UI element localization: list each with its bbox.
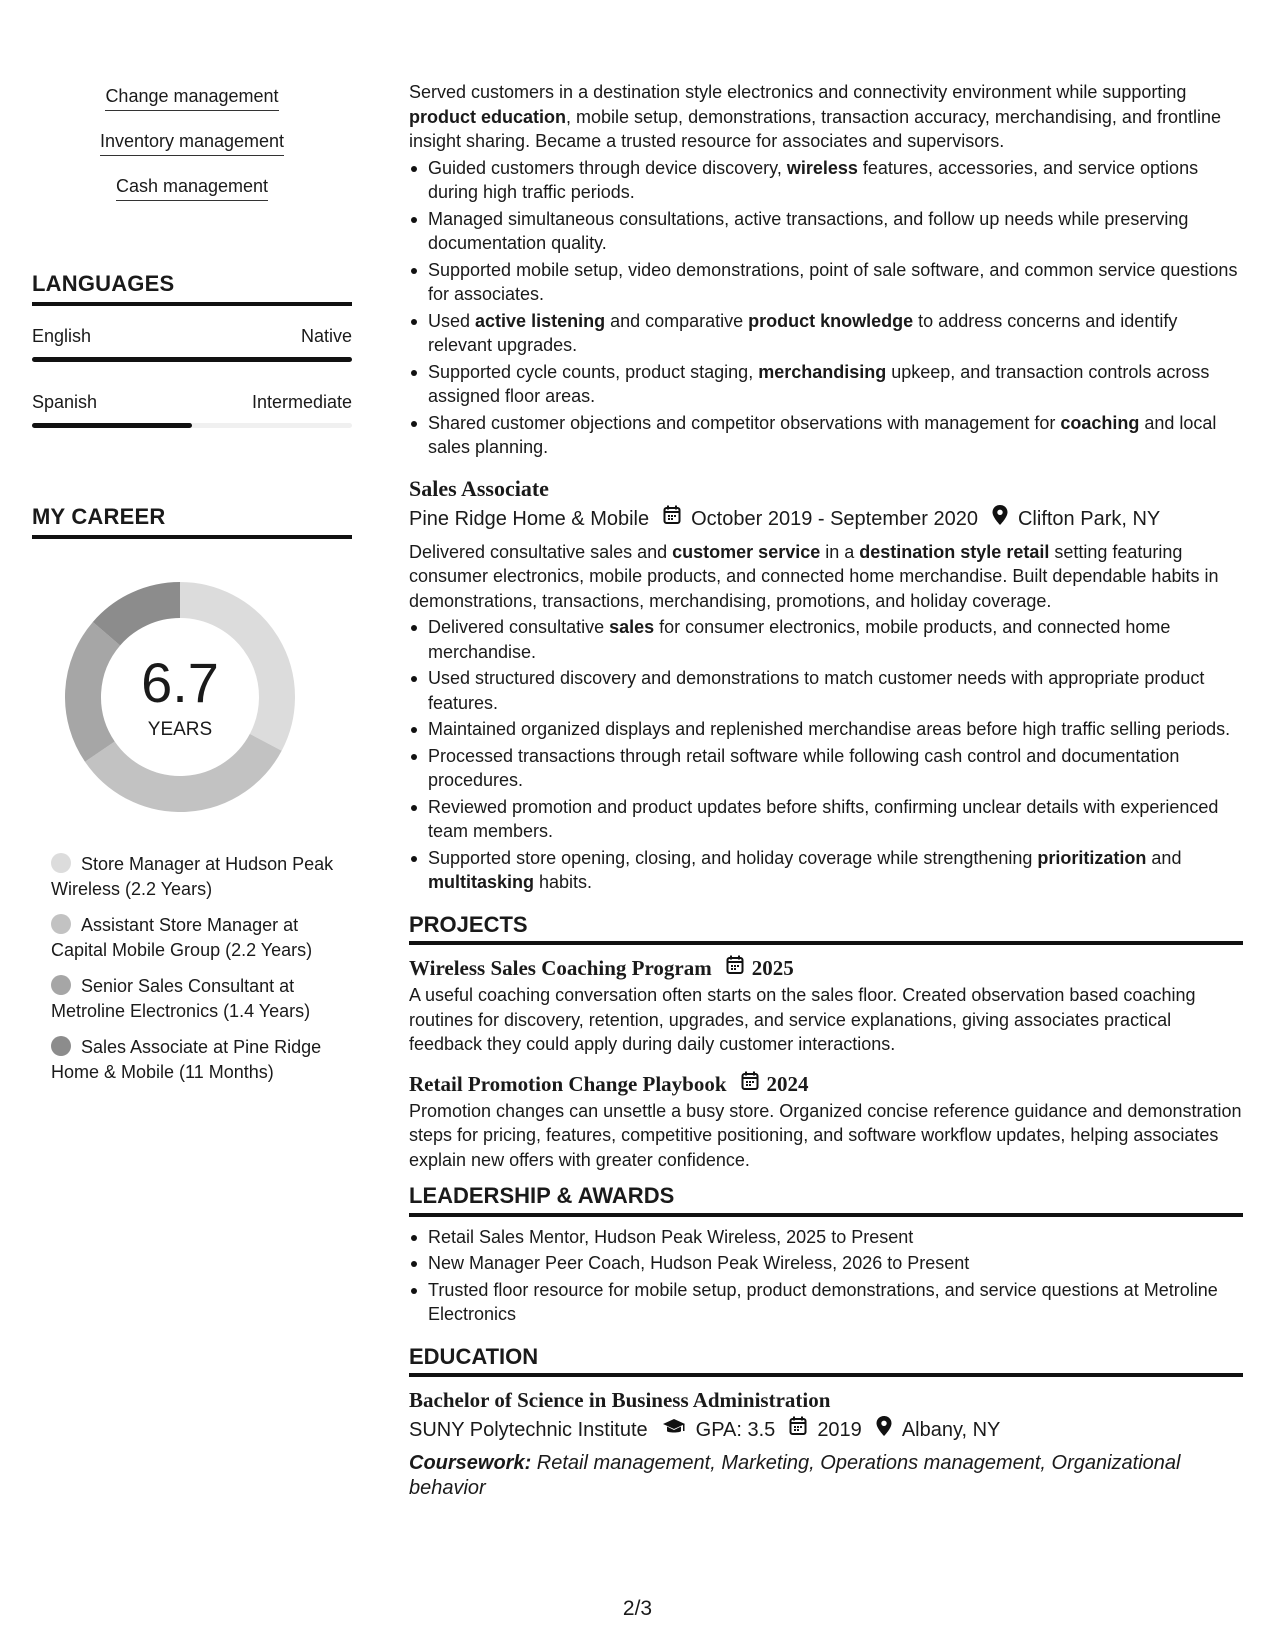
project-description: Promotion changes can unsettle a busy store. Organized concise reference guidance and demonstration steps for pricing, features, competitive positioning, and software workflow updates, helping associates explain new offers with greater confidence.: [409, 1100, 1242, 1170]
language-level: Native: [300, 326, 352, 346]
career-legend: [51, 852, 341, 1085]
legend-item: [51, 974, 341, 1024]
bold-keyword: prioritization: [1037, 847, 1147, 868]
language-level-bar: [32, 423, 352, 428]
left-column: [32, 86, 352, 1096]
right-column: [409, 80, 1243, 1501]
text-segment: Used: [428, 310, 476, 331]
project-item: [409, 953, 1243, 1057]
text-segment: Used structured discovery and demonstrations to match customer needs with appropriate product features.: [428, 668, 1205, 713]
legend-item: [51, 913, 341, 963]
legend-label: Senior Sales Consultant at Metroline Electronics (1.4 Years): [51, 976, 311, 1021]
job-location: Clifton Park, NY: [1017, 507, 1161, 530]
legend-label: Assistant Store Manager at Capital Mobile Group (2.2 Years): [51, 915, 313, 960]
page-number: 2/3: [622, 1597, 653, 1620]
bullet-item: [409, 744, 1243, 793]
graduation-year: 2019: [817, 1419, 862, 1441]
job-summary: [409, 80, 1243, 154]
job-dates: October 2019 - September 2020: [691, 507, 978, 530]
project-item: [409, 1069, 1243, 1173]
job-bullets: [409, 156, 1243, 460]
text-segment: Supported store opening, closing, and holiday coverage while strengthening: [428, 847, 1038, 868]
bold-keyword: active listening: [475, 310, 606, 331]
graduation-cap-icon: [662, 1415, 686, 1445]
language-name: Spanish: [32, 392, 98, 412]
education-heading: EDUCATION: [409, 1345, 1243, 1378]
text-segment: Maintained organized displays and replenished merchandise areas before high traffic selling periods.: [428, 719, 1231, 739]
legend-dot: [51, 975, 71, 995]
project-description: A useful coaching conversation often starts on the sales floor. Created observation based coaching routines for discovery, retention, upgrades, and service explanations, giving associates practical feedback they could apply during daily customer interactions.: [409, 985, 1196, 1054]
bold-keyword: merchandising: [758, 361, 887, 382]
education-meta: [409, 1415, 1243, 1445]
bold-keyword: product education: [409, 106, 566, 127]
leadership-list: [409, 1225, 1243, 1327]
bold-keyword: multitasking: [428, 872, 535, 892]
bullet-item: [409, 615, 1243, 664]
bullet-item: [409, 666, 1243, 715]
career-total-years: 6.7: [141, 651, 219, 714]
job-title: Sales Associate: [409, 475, 549, 501]
project-year: 2024: [766, 1071, 809, 1096]
text-segment: Delivered consultative sales and: [409, 541, 673, 562]
job-meta: [409, 504, 1243, 534]
legend-item: [51, 1035, 341, 1085]
text-segment: and: [1146, 847, 1182, 868]
school-name: SUNY Polytechnic Institute: [409, 1419, 648, 1441]
calendar-icon: [726, 953, 744, 983]
calendar-icon: [663, 504, 681, 534]
text-segment: and comparative: [605, 310, 749, 331]
language-level-fill: [32, 357, 352, 362]
text-segment: Served customers in a destination style electronics and connectivity environment while supporting: [409, 82, 1187, 102]
bold-keyword: sales: [609, 617, 655, 637]
coursework-label: Coursework:: [409, 1452, 532, 1474]
bullet-item: [409, 846, 1243, 895]
education-location: Albany, NY: [901, 1419, 1001, 1441]
leadership-item: New Manager Peer Coach, Hudson Peak Wireless, 2026 to Present: [409, 1251, 1243, 1276]
bullet-item: [409, 258, 1243, 307]
text-segment: and local sales planning.: [428, 412, 1217, 457]
career-donut-chart: [65, 582, 295, 812]
text-segment: , mobile setup, demonstrations, transaction accuracy, merchandising, and frontline insight sharing. Became a trusted resource for associates and supervisors.: [409, 106, 1222, 151]
language-item: [32, 392, 352, 428]
career-years-label: YEARS: [147, 719, 213, 740]
skill-tag: Cash management: [116, 176, 268, 201]
text-segment: upkeep, and transaction controls across assigned floor areas.: [428, 361, 1210, 406]
text-segment: for consumer electronics, mobile products, and connected home merchandise.: [428, 617, 1171, 662]
leadership-item: Retail Sales Mentor, Hudson Peak Wireless, 2025 to Present: [409, 1225, 1243, 1250]
project-year: 2025: [751, 956, 794, 980]
skill-tag: Change management: [105, 86, 278, 111]
legend-dot: [51, 914, 71, 934]
bullet-item: [409, 360, 1243, 409]
bold-keyword: product knowledge: [748, 310, 914, 331]
text-segment: Delivered consultative: [428, 617, 610, 637]
bullet-item: [409, 207, 1243, 256]
text-segment: habits.: [534, 872, 593, 892]
language-name: English: [32, 326, 92, 346]
text-segment: Supported cycle counts, product staging,: [428, 361, 759, 382]
language-item: [32, 326, 352, 362]
text-segment: in a: [820, 541, 860, 562]
job-summary: [409, 540, 1243, 614]
location-pin-icon: [876, 1415, 892, 1445]
job-bullets: [409, 615, 1243, 895]
degree-title: Bachelor of Science in Business Administration: [409, 1388, 831, 1412]
leadership-heading: LEADERSHIP & AWARDS: [409, 1184, 1243, 1217]
legend-dot: [51, 1036, 71, 1056]
bullet-item: [409, 795, 1243, 844]
language-level: Intermediate: [251, 392, 352, 412]
skills-list: [32, 86, 352, 221]
leadership-item: Trusted floor resource for mobile setup, product demonstrations, and service questions at Metroline Electronics: [409, 1278, 1243, 1327]
career-heading: MY CAREER: [32, 504, 352, 539]
coursework: [409, 1451, 1243, 1501]
skill-tag: Inventory management: [100, 131, 284, 156]
text-segment: Supported mobile setup, video demonstrations, point of sale software, and common service questions for associates.: [428, 259, 1238, 304]
legend-dot: [51, 853, 71, 873]
text-segment: Guided customers through device discovery,: [428, 157, 787, 178]
text-segment: Reviewed promotion and product updates before shifts, confirming unclear details with experienced team members.: [428, 796, 1219, 841]
bullet-item: [409, 309, 1243, 358]
project-title: Wireless Sales Coaching Program: [409, 956, 712, 980]
text-segment: to address concerns and identify relevant upgrades.: [428, 310, 1178, 355]
calendar-icon: [789, 1415, 807, 1445]
project-title: Retail Promotion Change Playbook: [409, 1071, 727, 1096]
location-pin-icon: [992, 504, 1008, 534]
coursework-list: Retail management, Marketing, Operations management, Organizational behavior: [409, 1452, 1181, 1499]
bullet-item: [409, 156, 1243, 205]
languages-heading: LANGUAGES: [32, 271, 352, 306]
bold-keyword: customer service: [672, 541, 821, 562]
text-segment: Managed simultaneous consultations, active transactions, and follow up needs while preserving documentation quality.: [428, 208, 1189, 253]
text-segment: features, accessories, and service options during high traffic periods.: [428, 157, 1199, 202]
text-segment: Shared customer objections and competitor observations with management for: [428, 412, 1061, 433]
legend-label: Sales Associate at Pine Ridge Home & Mobile (11 Months): [51, 1037, 322, 1082]
bullet-item: [409, 717, 1243, 742]
bold-keyword: coaching: [1060, 412, 1140, 433]
legend-label: Store Manager at Hudson Peak Wireless (2.2 Years): [51, 854, 334, 899]
text-segment: setting featuring consumer electronics, mobile products, and connected home merchandise. Built dependable habits in demonstrations, transactions, merchandising, promotions, and holiday coverage.: [409, 541, 1219, 611]
bold-keyword: destination style retail: [859, 541, 1050, 562]
bold-keyword: wireless: [786, 157, 858, 178]
projects-heading: PROJECTS: [409, 913, 1243, 946]
text-segment: Processed transactions through retail software while following cash control and documentation procedures.: [428, 745, 1180, 790]
legend-item: [51, 852, 341, 902]
company-name: Pine Ridge Home & Mobile: [409, 507, 650, 530]
gpa: GPA: 3.5: [695, 1419, 776, 1441]
language-level-bar: [32, 357, 352, 362]
calendar-icon: [741, 1069, 759, 1099]
bullet-item: [409, 411, 1243, 460]
language-level-fill: [32, 423, 192, 428]
